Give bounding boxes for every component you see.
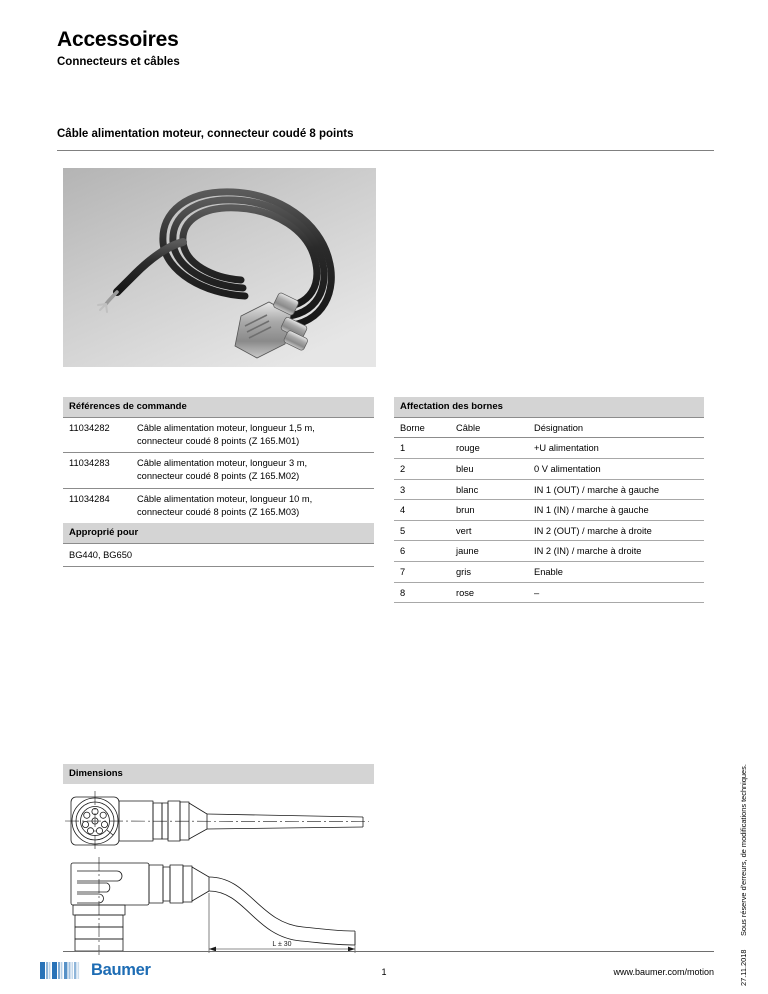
footer-url[interactable]: www.baumer.com/motion [613,967,714,977]
part-number: 11034283 [69,458,110,469]
table-row [394,541,704,561]
divider [394,602,704,603]
terminal-number: 6 [400,546,406,557]
column-header-cable: Câble [456,422,481,433]
footer-divider [63,951,714,952]
part-description-line: connecteur coudé 8 points (Z 165.M02) [137,471,300,482]
terminal-designation: IN 1 (OUT) / marche à gauche [534,484,660,495]
terminal-designation: +U alimentation [534,443,599,454]
product-title: Câble alimentation moteur, connecteur coudé 8 points [57,128,354,140]
terminal-assignment-section [394,397,704,603]
table-row [394,583,704,603]
cable-color: blanc [456,484,479,495]
cable-color: jaune [456,546,479,557]
divider [63,566,374,567]
terminal-designation: IN 1 (IN) / marche à gauche [534,505,649,516]
table-row [394,480,704,500]
terminal-designation: 0 V alimentation [534,464,601,475]
dimension-drawing [63,787,374,962]
legal-disclaimer: Sous réserve d'erreurs, de modifications techniques. [739,763,748,936]
terminal-designation: Enable [534,566,563,577]
terminal-number: 1 [400,443,406,454]
page-title: Accessoires [57,28,179,51]
suitable-for-value: BG440, BG650 [69,549,133,560]
table-row [394,500,704,520]
terminal-number: 4 [400,505,406,516]
terminal-designation: IN 2 (IN) / marche à droite [534,546,642,557]
page-header [57,28,717,70]
terminal-number: 2 [400,464,406,475]
cable-color: brun [456,505,475,516]
table-row [394,562,704,582]
table-row [394,459,704,479]
part-description-line: Câble alimentation moteur, longueur 1,5 m, [137,422,315,433]
part-description-line: Câble alimentation moteur, longueur 10 m, [137,493,313,504]
baumer-wordmark: Baumer [91,961,151,980]
dimension-length-label: L ± 30 [272,940,292,948]
part-description-line: connecteur coudé 8 points (Z 165.M01) [137,436,300,447]
product-title-divider [57,150,714,151]
column-header-designation: Désignation [534,422,584,433]
table-row [394,521,704,541]
ordering-references-section [63,397,374,524]
terminal-designation: – [534,587,540,598]
column-header-terminal: Borne [400,422,425,433]
product-photo-illustration [63,168,376,367]
cable-color: rouge [456,443,480,454]
terminal-designation: IN 2 (OUT) / marche à droite [534,525,652,536]
terminal-number: 7 [400,566,406,577]
table-row [394,438,704,458]
cable-color: gris [456,566,471,577]
terminal-number: 8 [400,587,406,598]
part-description-line: Câble alimentation moteur, longueur 3 m, [137,458,308,469]
legal-date: 27.11.2018 [739,949,748,986]
ordering-row [63,489,374,523]
cable-color: bleu [456,464,474,475]
ordering-row [63,418,374,452]
part-description-line: connecteur coudé 8 points (Z 165.M03) [137,506,300,517]
product-photo [63,168,376,367]
terminal-number: 3 [400,484,406,495]
dimensions-section [63,764,374,967]
dimensions-heading: Dimensions [63,764,374,784]
part-description [137,457,374,483]
part-description [137,493,374,519]
ordering-references-heading: Références de commande [63,397,374,417]
part-description [137,422,374,448]
cable-color: vert [456,525,472,536]
terminal-number: 5 [400,525,406,536]
suitable-for-heading: Approprié pour [63,523,374,543]
cable-color: rose [456,587,475,598]
sidebar-legal-text [740,686,754,986]
part-number: 11034282 [69,422,110,433]
part-number: 11034284 [69,493,110,504]
page-number: 1 [381,967,387,977]
page-footer [0,958,768,992]
terminal-assignment-heading: Affectation des bornes [394,397,704,417]
table-header-row [394,418,704,438]
ordering-row [63,453,374,487]
suitable-for-section [63,523,374,567]
page-subtitle: Connecteurs et câbles [57,56,180,69]
